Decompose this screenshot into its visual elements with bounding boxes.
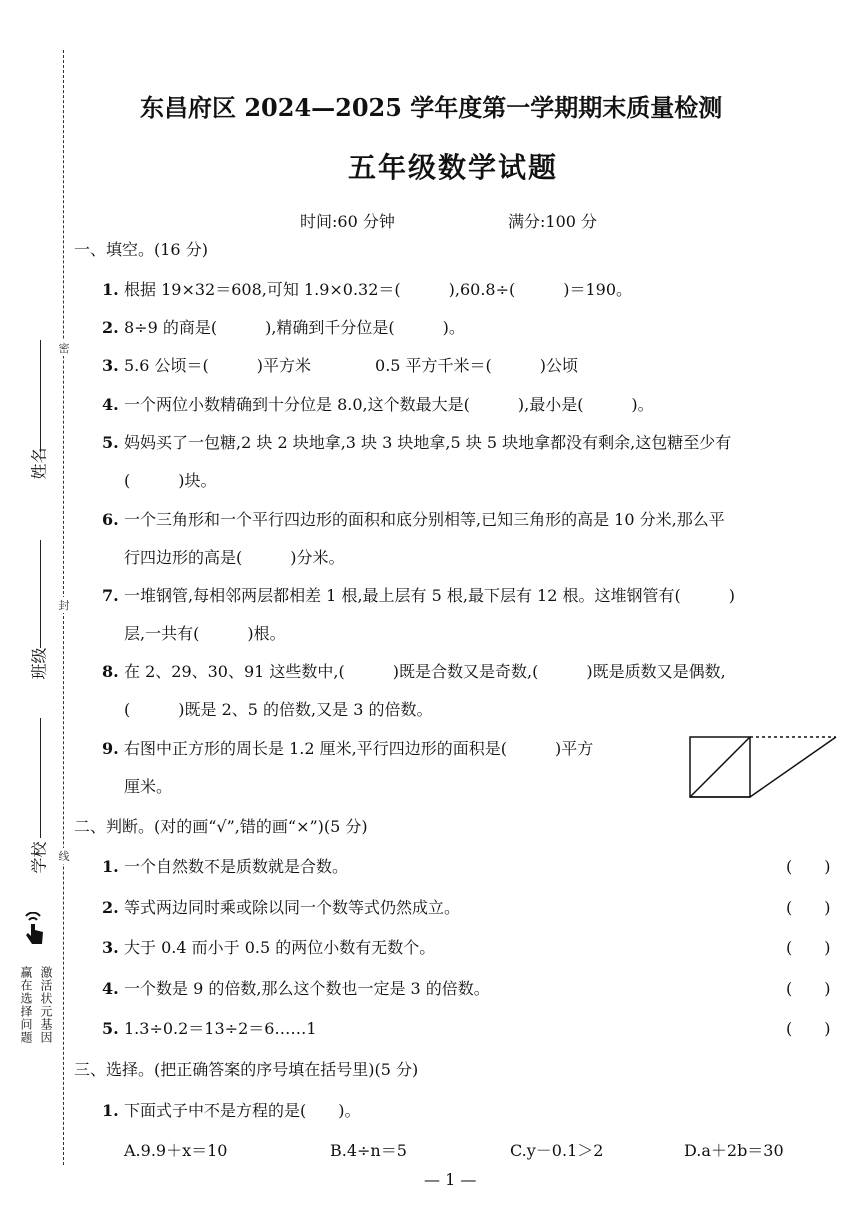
q1-number: 1. xyxy=(102,280,119,299)
q7-text-cont: 层,一共有( )根。 xyxy=(124,624,286,643)
q5-number: 5. xyxy=(102,433,119,452)
name-label: 姓名 xyxy=(29,447,49,480)
choice-1-text: 下面式子中不是方程的是( )。 xyxy=(124,1101,361,1120)
option-d[interactable]: D.a＋2b＝30 xyxy=(684,1141,784,1160)
judge-2-number: 2. xyxy=(102,898,119,917)
q8-text: 在 2、29、30、91 这些数中,( )既是合数又是奇数,( )既是质数又是偶数, xyxy=(124,662,726,681)
judge-3-answer[interactable]: ( ) xyxy=(786,938,831,957)
option-b[interactable]: B.4÷n＝5 xyxy=(330,1141,407,1160)
section-3-heading: 三、选择。(把正确答案的序号填在括号里)(5 分) xyxy=(74,1060,419,1079)
exam-score: 满分:100 分 xyxy=(508,212,598,231)
exam-subtitle: 五年级数学试题 xyxy=(348,151,559,184)
app-slogan-2: 赢在选择问题 xyxy=(19,966,33,1044)
judge-4-text: 一个数是 9 的倍数,那么这个数也一定是 3 的倍数。 xyxy=(124,979,490,998)
q6-text-cont: 行四边形的高是( )分米。 xyxy=(124,548,345,567)
tap-hand-icon xyxy=(20,912,46,946)
q4-text: 一个两位小数精确到十分位是 8.0,这个数最大是( ),最小是( )。 xyxy=(124,395,654,414)
q6-number: 6. xyxy=(102,510,119,529)
judge-5-answer[interactable]: ( ) xyxy=(786,1019,831,1038)
school-line xyxy=(40,718,41,838)
judge-4-answer[interactable]: ( ) xyxy=(786,979,831,998)
judge-1-number: 1. xyxy=(102,857,119,876)
class-label: 班级 xyxy=(29,647,49,680)
q3-number: 3. xyxy=(102,356,119,375)
q2-text: 8÷9 的商是( ),精确到千分位是( )。 xyxy=(124,318,465,337)
page-number: — 1 — xyxy=(424,1170,477,1189)
exam-time: 时间:60 分钟 xyxy=(300,212,395,231)
judge-1-answer[interactable]: ( ) xyxy=(786,857,831,876)
judge-2-text: 等式两边同时乘或除以同一个数等式仍然成立。 xyxy=(124,898,461,917)
q5-text: 妈妈买了一包糖,2 块 2 块地拿,3 块 3 块地拿,5 块 5 块地拿都没有剩余,这包糖至少有 xyxy=(124,433,732,452)
judge-2-answer[interactable]: ( ) xyxy=(786,898,831,917)
judge-5-text: 1.3÷0.2＝13÷2＝6……1 xyxy=(124,1019,317,1038)
q9-text-cont: 厘米。 xyxy=(124,777,173,796)
class-line xyxy=(40,540,41,648)
q4-number: 4. xyxy=(102,395,119,414)
q1-text: 根据 19×32＝608,可知 1.9×0.32＝( ),60.8÷( )＝190。 xyxy=(124,280,633,299)
choice-1-number: 1. xyxy=(102,1101,119,1120)
judge-5-number: 5. xyxy=(102,1019,119,1038)
name-line xyxy=(40,340,41,452)
q6-text: 一个三角形和一个平行四边形的面积和底分别相等,已知三角形的高是 10 分米,那么平 xyxy=(124,510,725,529)
school-label: 学校 xyxy=(29,841,49,874)
q7-text: 一堆钢管,每相邻两层都相差 1 根,最上层有 5 根,最下层有 12 根。这堆钢管有( ) xyxy=(124,586,735,605)
q5-text-cont: ( )块。 xyxy=(124,471,217,490)
q7-number: 7. xyxy=(102,586,119,605)
judge-1-text: 一个自然数不是质数就是合数。 xyxy=(124,857,349,876)
exam-title: 东昌府区 2024—2025 学年度第一学期期末质量检测 xyxy=(140,93,723,122)
q9-number: 9. xyxy=(102,739,119,758)
q8-text-cont: ( )既是 2、5 的倍数,又是 3 的倍数。 xyxy=(124,700,433,719)
q9-text: 右图中正方形的周长是 1.2 厘米,平行四边形的面积是( )平方 xyxy=(124,739,594,758)
seal-char-feng: 封 xyxy=(58,599,70,612)
section-2-heading: 二、判断。(对的画“√”,错的画“×”)(5 分) xyxy=(74,817,368,836)
seal-char-mi: 密 xyxy=(58,342,70,355)
judge-4-number: 4. xyxy=(102,979,119,998)
q8-number: 8. xyxy=(102,662,119,681)
option-a[interactable]: A.9.9＋x＝10 xyxy=(124,1141,228,1160)
square-parallelogram-figure xyxy=(686,734,842,800)
app-slogan-1: 激活状元基因 xyxy=(39,966,53,1044)
q3-text: 5.6 公顷＝( )平方米 0.5 平方千米＝( )公顷 xyxy=(124,356,579,375)
seal-char-xian: 线 xyxy=(58,850,70,863)
option-c[interactable]: C.y－0.1＞2 xyxy=(510,1141,604,1160)
q2-number: 2. xyxy=(102,318,119,337)
judge-3-number: 3. xyxy=(102,938,119,957)
section-1-heading: 一、填空。(16 分) xyxy=(74,240,208,259)
judge-3-text: 大于 0.4 而小于 0.5 的两位小数有无数个。 xyxy=(124,938,436,957)
